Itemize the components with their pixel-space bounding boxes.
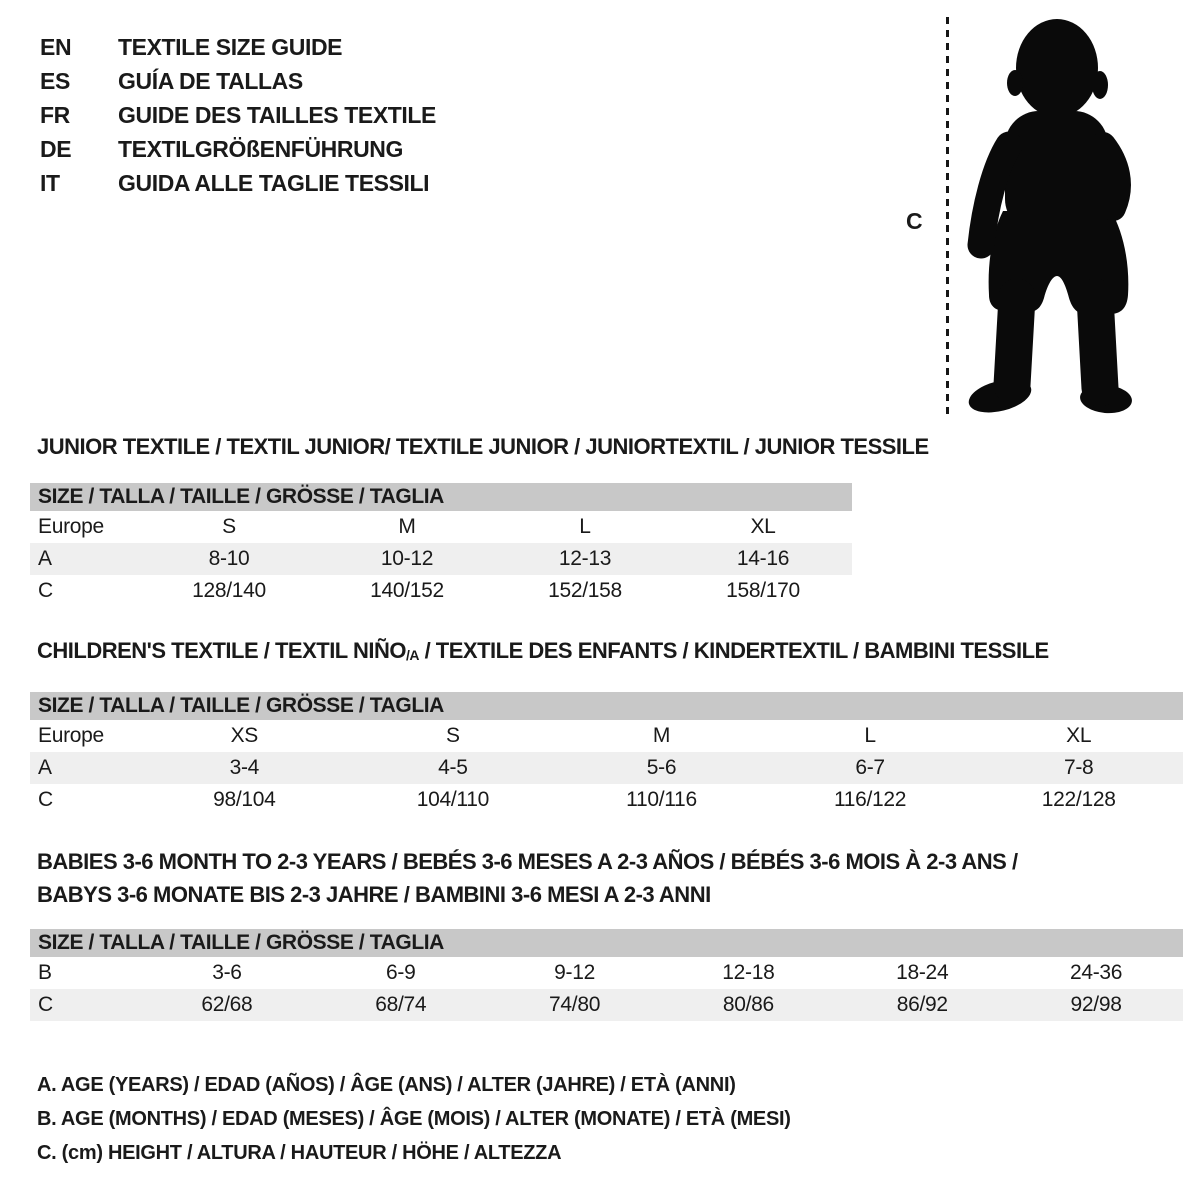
table-header-band — [30, 929, 1183, 957]
value-cell: 68/74 — [314, 989, 488, 1021]
children-title-post: / TEXTILE DES ENFANTS / KINDERTEXTIL / BAMBINI TESSILE — [418, 638, 1049, 663]
value-cell: XL — [1066, 724, 1092, 747]
language-title: GUIDA ALLE TAGLIE TESSILI — [118, 170, 430, 196]
value-cell: 80/86 — [661, 989, 835, 1021]
value-cell: S — [222, 515, 236, 538]
list-item — [40, 30, 436, 64]
language-code: ES — [40, 68, 70, 94]
babies-title-line2: BABYS 3-6 MONATE BIS 2-3 JAHRE / BAMBINI 3-6 MESI A 2-3 ANNI — [37, 882, 711, 907]
value-cell: 62/68 — [140, 989, 314, 1021]
language-title: GUÍA DE TALLAS — [118, 68, 303, 94]
value-cell: 116/122 — [833, 788, 907, 811]
value-cell: 152/158 — [548, 579, 622, 602]
value-cell: L — [579, 515, 591, 538]
value-cell: L — [864, 724, 876, 747]
row-label-cell: Europe — [38, 515, 104, 538]
value-cell: 158/170 — [726, 579, 800, 602]
row-label-cell: C — [38, 579, 53, 602]
language-title: TEXTILGRÖßENFÜHRUNG — [118, 136, 403, 162]
row-label-cell: A — [30, 543, 140, 575]
children-section-title — [37, 638, 1049, 664]
value-cell: 3-4 — [140, 752, 349, 784]
value-cell: 122/128 — [1041, 788, 1116, 811]
value-cell: 92/98 — [1009, 989, 1183, 1021]
toddler-silhouette-icon — [953, 15, 1143, 420]
table-row — [30, 784, 1183, 816]
language-code: EN — [40, 34, 72, 60]
value-cell: 7-8 — [974, 752, 1183, 784]
row-label-cell: A — [30, 752, 140, 784]
value-cell: 86/92 — [835, 989, 1009, 1021]
language-code: DE — [40, 136, 72, 162]
height-measure-dashed-line — [946, 17, 949, 415]
value-cell: 12-13 — [496, 543, 674, 575]
row-label-cell: C — [38, 788, 53, 811]
children-title-subscript: /A — [405, 647, 419, 663]
value-cell: 6-9 — [386, 961, 416, 984]
value-cell: 12-18 — [722, 961, 775, 984]
row-label-cell: C — [30, 989, 140, 1021]
language-title: TEXTILE SIZE GUIDE — [118, 34, 343, 60]
value-cell: 110/116 — [626, 788, 697, 811]
value-cell: 9-12 — [554, 961, 595, 984]
value-cell: 8-10 — [140, 543, 318, 575]
size-header: SIZE / TALLA / TAILLE / GRÖSSE / TAGLIA — [30, 483, 852, 511]
children-title-pre: CHILDREN'S TEXTILE / TEXTIL NIÑO — [37, 638, 406, 663]
table-row — [30, 543, 852, 575]
value-cell: 10-12 — [318, 543, 496, 575]
table-row — [30, 575, 852, 607]
size-header: SIZE / TALLA / TAILLE / GRÖSSE / TAGLIA — [30, 929, 1183, 957]
language-code: IT — [40, 170, 60, 196]
table-row — [30, 752, 1183, 784]
list-item — [40, 166, 436, 200]
footnotes — [37, 1068, 791, 1170]
language-code: FR — [40, 102, 70, 128]
value-cell: S — [446, 724, 460, 747]
table-header-band — [30, 692, 1183, 720]
value-cell: 14-16 — [674, 543, 852, 575]
value-cell: M — [652, 724, 671, 747]
babies-size-table — [30, 929, 1183, 1021]
table-row — [30, 720, 1183, 752]
table-row — [30, 957, 1183, 989]
value-cell: M — [398, 515, 416, 538]
table-row — [30, 511, 852, 543]
value-cell: 140/152 — [370, 579, 444, 602]
children-size-table — [30, 692, 1183, 816]
junior-size-table — [30, 483, 852, 607]
value-cell: XS — [230, 724, 258, 747]
value-cell: 18-24 — [896, 961, 949, 984]
list-item — [40, 64, 436, 98]
list-item — [40, 98, 436, 132]
row-label-cell: Europe — [38, 724, 104, 747]
footnote-a: A. AGE (YEARS) / EDAD (AÑOS) / ÂGE (ANS) / ALTER (JAHRE) / ETÀ (ANNI) — [37, 1074, 736, 1096]
language-title: GUIDE DES TAILLES TEXTILE — [118, 102, 436, 128]
value-cell: 4-5 — [349, 752, 558, 784]
value-cell: 128/140 — [192, 579, 266, 602]
junior-section-title: JUNIOR TEXTILE / TEXTIL JUNIOR/ TEXTILE JUNIOR / JUNIORTEXTIL / JUNIOR TESSILE — [37, 434, 929, 459]
babies-title-line1: BABIES 3-6 MONTH TO 2-3 YEARS / BEBÉS 3-6 MESES A 2-3 AÑOS / BÉBÉS 3-6 MOIS À 2-3 ANS / — [37, 849, 1018, 874]
row-label-cell: B — [38, 961, 52, 984]
size-header: SIZE / TALLA / TAILLE / GRÖSSE / TAGLIA — [30, 692, 1183, 720]
value-cell: 74/80 — [488, 989, 662, 1021]
footnote-c: C. (cm) HEIGHT / ALTURA / HAUTEUR / HÖHE / ALTEZZA — [37, 1142, 562, 1164]
value-cell: XL — [750, 515, 776, 538]
value-cell: 98/104 — [213, 788, 276, 811]
table-row — [30, 989, 1183, 1021]
height-measure-label: C — [906, 208, 923, 234]
value-cell: 24-36 — [1069, 961, 1123, 984]
value-cell: 3-6 — [212, 961, 242, 984]
value-cell: 104/110 — [416, 788, 490, 811]
table-header-band — [30, 483, 852, 511]
list-item — [40, 132, 436, 166]
babies-section-title — [37, 845, 1018, 911]
footnote-b: B. AGE (MONTHS) / EDAD (MESES) / ÂGE (MOIS) / ALTER (MONATE) / ETÀ (MESI) — [37, 1108, 791, 1130]
language-legend — [40, 30, 436, 200]
value-cell: 5-6 — [557, 752, 766, 784]
value-cell: 6-7 — [766, 752, 975, 784]
